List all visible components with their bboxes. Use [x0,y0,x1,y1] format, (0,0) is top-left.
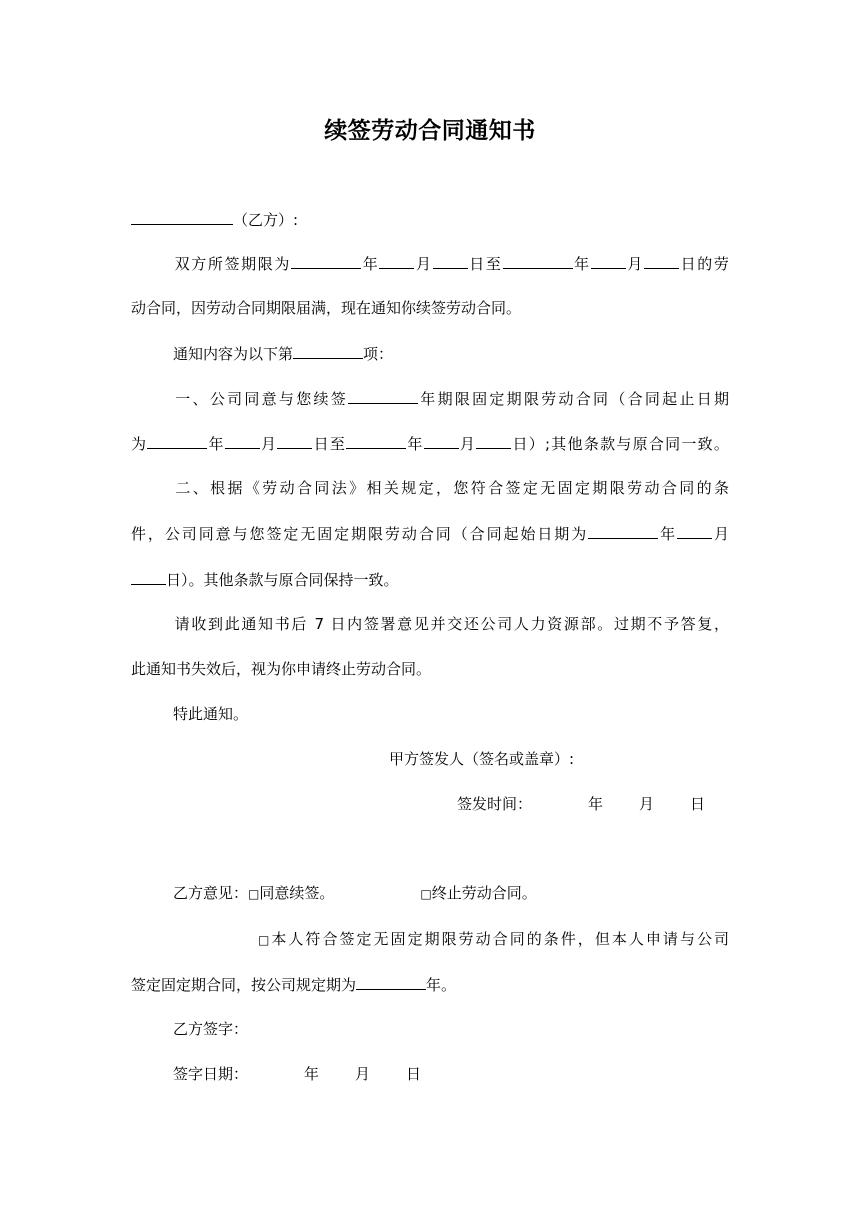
opinion-line3 [131,974,456,995]
fixed-term-checkbox[interactable]: □ [258,933,272,947]
p1-month2: 月 [625,255,645,273]
p2-lead: 通知内容为以下第 [173,345,294,363]
p4-month: 月 [712,525,729,543]
p1-lead: 双方所签期限为 [173,255,292,273]
fixed-term-lead: 签定固定期合同，按公司规定期为 [131,976,357,994]
renew-end-day-blank[interactable] [476,433,511,449]
p3-tail: 年期限固定期限劳动合同（合同起止日期 [418,390,729,408]
item-number-blank[interactable] [293,343,363,359]
p1-day-to: 日至 [467,255,503,273]
signature-line [131,1019,248,1039]
issuer-line: 甲方签发人（签名或盖章）: [389,750,575,768]
sign-date-line [131,1064,421,1084]
issue-time-line [457,794,705,814]
p6-text: 特此通知。 [173,705,249,723]
salutation-line [131,209,298,230]
renew-end-month-blank[interactable] [424,433,459,449]
fixed-term-label: 本人符合签定无固定期限劳动合同的条件，但本人申请与公司 [271,930,729,948]
opinion-line1 [131,883,537,904]
fixed-term-years-blank[interactable] [356,974,426,990]
fixed-term-tail: 年。 [426,976,457,994]
opinion-line2 [258,929,729,950]
p3-line2 [131,433,729,454]
salutation-suffix: （乙方）: [233,211,299,229]
p3-year2: 年 [406,435,424,453]
p1-month: 月 [414,255,433,273]
p4-line1-text: 二、根据《劳动合同法》相关规定，您符合签定无固定期限劳动合同的条 [173,479,729,497]
issue-time-day: 日 [690,795,706,813]
p1-tail: 日的劳 [679,255,729,273]
p2-line [131,343,393,364]
end-year-blank[interactable] [503,253,573,269]
p3-month2: 月 [458,435,477,453]
issue-time-label: 签发时间： [457,795,533,813]
p4-year: 年 [658,525,678,543]
end-month-blank[interactable] [591,253,626,269]
renew-start-month-blank[interactable] [225,433,260,449]
p3-tail2: 日）;其他条款与原合同一致。 [511,435,729,453]
issue-time-year: 年 [588,795,604,813]
signature-label: 乙方签字： [173,1020,249,1038]
p4-l2-lead: 件，公司同意与您签定无固定期限劳动合同（合同起始日期为 [131,525,589,543]
p5-line2: 此通知书失效后，视为你申请终止劳动合同。 [131,660,432,678]
renew-start-year-blank[interactable] [147,433,207,449]
terminate-checkbox[interactable]: □ [420,887,432,901]
end-day-blank[interactable] [644,253,679,269]
p1-line1 [131,253,729,274]
p1-year: 年 [361,255,380,273]
renew-years-blank[interactable] [348,388,418,404]
p3-day-to: 日至 [312,435,347,453]
openended-start-day-blank[interactable] [131,569,166,585]
p5-line1 [131,614,729,634]
terminate-label: 终止劳动合同。 [431,884,537,902]
p6-line [131,704,248,724]
sign-date-year: 年 [304,1065,320,1083]
p4-line1 [131,478,729,498]
start-day-blank[interactable] [433,253,468,269]
start-year-blank[interactable] [291,253,361,269]
p5-line1-text: 请收到此通知书后 7 日内签署意见并交还公司人力资源部。过期不予答复， [173,615,729,633]
renew-end-year-blank[interactable] [346,433,406,449]
openended-start-month-blank[interactable] [677,523,712,539]
issue-time-month: 月 [639,795,655,813]
employee-name-blank[interactable] [131,209,233,225]
start-month-blank[interactable] [379,253,414,269]
p3-year: 年 [207,435,225,453]
agree-label: 同意续签。 [259,884,335,902]
p3-lead: 一、公司同意与您续签 [173,390,349,408]
p1-year2: 年 [572,255,591,273]
sign-date-month: 月 [355,1065,371,1083]
sign-date-label: 签字日期： [173,1065,249,1083]
p4-line2 [131,523,729,544]
p1-line2: 动合同，因劳动合同期限届满，现在通知你续签劳动合同。 [131,299,522,317]
renew-start-day-blank[interactable] [277,433,312,449]
sign-date-day: 日 [406,1065,422,1083]
p4-l3-tail: 日）。其他条款与原合同保持一致。 [166,571,399,589]
p3-line1 [131,388,729,409]
p3-month: 月 [259,435,278,453]
p4-line3 [131,569,399,590]
opinion-label: 乙方意见： [173,884,249,902]
agree-checkbox[interactable]: □ [248,887,260,901]
document-title: 续签劳动合同通知书 [324,118,536,144]
openended-start-year-blank[interactable] [588,523,658,539]
p3-l2-lead: 为 [131,435,148,453]
p2-tail: 项： [363,345,394,363]
